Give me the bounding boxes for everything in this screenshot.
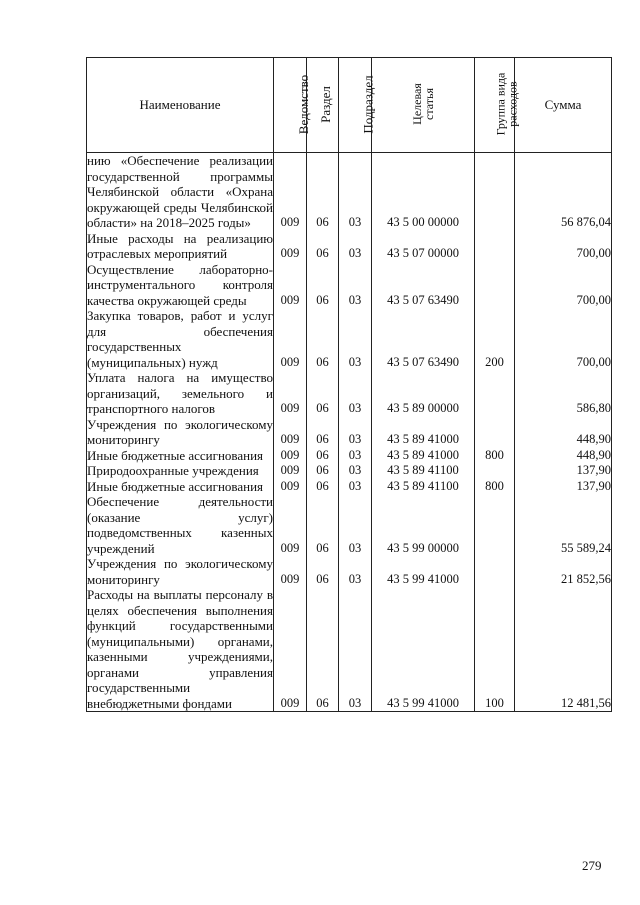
row-razd: 06: [307, 556, 339, 587]
row-vid: [475, 463, 515, 479]
table-row: [87, 262, 612, 309]
row-razd: 06: [307, 494, 339, 556]
row-sum: 700,00: [515, 231, 612, 262]
row-ved: 009: [274, 448, 307, 464]
row-podr: 03: [339, 587, 372, 712]
row-name: Расходы на выплаты персоналу в целях обеспечения выполнения функций государственными (муниципальными) органами, казенными учреждениями, органами управления государственными внебюджетными фондами: [87, 587, 273, 711]
row-podr: 03: [339, 153, 372, 231]
row-cel: 43 5 89 41000: [372, 448, 475, 464]
row-sum: 700,00: [515, 262, 612, 309]
row-razd: 06: [307, 370, 339, 417]
row-ved: 009: [274, 479, 307, 495]
page-number: 279: [582, 858, 602, 873]
row-sum: 12 481,56: [515, 587, 612, 712]
row-vid: 200: [475, 308, 515, 370]
header-razdel: Раздел: [307, 58, 339, 153]
table-row: [87, 448, 612, 464]
row-name: Учреждения по экологическому мониторингу: [87, 416, 273, 447]
table-row: [87, 587, 612, 712]
row-podr: 03: [339, 494, 372, 556]
table-row: [87, 153, 612, 231]
row-razd: 06: [307, 231, 339, 262]
row-ved: 009: [274, 556, 307, 587]
table-row: [87, 463, 612, 479]
row-razd: 06: [307, 448, 339, 464]
row-vid: 800: [475, 448, 515, 464]
table-row: [87, 556, 612, 587]
row-vid: 800: [475, 479, 515, 495]
row-podr: 03: [339, 308, 372, 370]
row-name: Иные бюджетные ассигнования: [87, 448, 274, 464]
table-row: [87, 479, 612, 495]
row-cel: 43 5 99 41000: [372, 587, 475, 712]
row-cel: 43 5 89 00000: [372, 370, 475, 417]
row-ved: 009: [274, 463, 307, 479]
row-ved: 009: [274, 587, 307, 712]
row-name: Обеспечение деятельности (оказание услуг) подведомственных казенных учреждений: [87, 494, 273, 556]
row-vid: [475, 417, 515, 448]
row-name: Осуществление лабораторно-инструментального контроля качества окружающей среды: [87, 261, 273, 308]
table-header-row: [87, 58, 612, 153]
row-vid: [475, 556, 515, 587]
header-summa: Сумма: [515, 58, 612, 153]
header-celevaya: Целевая статья: [372, 58, 475, 153]
row-sum: 137,90: [515, 463, 612, 479]
row-ved: 009: [274, 308, 307, 370]
row-vid: [475, 494, 515, 556]
table-row: [87, 231, 612, 262]
row-sum: 586,80: [515, 370, 612, 417]
table-row: [87, 308, 612, 370]
header-vedomstvo: Ведомство: [274, 58, 307, 153]
row-cel: 43 5 07 00000: [372, 231, 475, 262]
row-cel: 43 5 99 41000: [372, 556, 475, 587]
row-podr: 03: [339, 370, 372, 417]
row-name: Иные расходы на реализацию отраслевых мероприятий: [87, 230, 273, 261]
row-name: Природоохранные учреждения: [87, 463, 274, 479]
row-cel: 43 5 89 41100: [372, 479, 475, 495]
row-razd: 06: [307, 262, 339, 309]
row-podr: 03: [339, 262, 372, 309]
row-sum: 448,90: [515, 448, 612, 464]
row-ved: 009: [274, 417, 307, 448]
row-razd: 06: [307, 479, 339, 495]
row-cel: 43 5 99 00000: [372, 494, 475, 556]
row-podr: 03: [339, 231, 372, 262]
header-podrazdel: Подраздел: [339, 58, 372, 153]
row-cel: 43 5 00 00000: [372, 153, 475, 231]
row-name: Иные бюджетные ассигнования: [87, 479, 274, 495]
row-sum: 448,90: [515, 417, 612, 448]
row-ved: 009: [274, 370, 307, 417]
header-name: Наименование: [87, 58, 274, 153]
table-row: [87, 494, 612, 556]
row-cel: 43 5 89 41000: [372, 417, 475, 448]
row-podr: 03: [339, 479, 372, 495]
row-sum: 56 876,04: [515, 153, 612, 231]
row-razd: 06: [307, 153, 339, 231]
row-vid: [475, 153, 515, 231]
row-name: Уплата налога на имущество организаций, земельного и транспортного налогов: [87, 370, 273, 416]
row-razd: 06: [307, 463, 339, 479]
row-razd: 06: [307, 587, 339, 712]
row-sum: 700,00: [515, 308, 612, 370]
row-vid: [475, 262, 515, 309]
row-name: нию «Обеспечение реализации государственной программы Челябинской области «Охрана окружающей среды Челябинской области» на 2018–2025 годы»: [87, 153, 273, 230]
row-sum: 21 852,56: [515, 556, 612, 587]
row-ved: 009: [274, 153, 307, 231]
header-gruppa: Группа вида расходов: [475, 58, 515, 153]
row-name: Закупка товаров, работ и услуг для обеспечения государственных (муниципальных) нужд: [87, 308, 273, 370]
row-podr: 03: [339, 417, 372, 448]
table-row: [87, 370, 612, 417]
budget-table: [86, 57, 612, 712]
row-cel: 43 5 07 63490: [372, 262, 475, 309]
row-podr: 03: [339, 463, 372, 479]
row-podr: 03: [339, 448, 372, 464]
row-ved: 009: [274, 494, 307, 556]
row-sum: 55 589,24: [515, 494, 612, 556]
row-vid: 100: [475, 587, 515, 712]
table-row: [87, 417, 612, 448]
row-sum: 137,90: [515, 479, 612, 495]
row-razd: 06: [307, 308, 339, 370]
row-cel: 43 5 07 63490: [372, 308, 475, 370]
row-ved: 009: [274, 231, 307, 262]
row-podr: 03: [339, 556, 372, 587]
row-razd: 06: [307, 417, 339, 448]
row-vid: [475, 370, 515, 417]
row-vid: [475, 231, 515, 262]
row-name: Учреждения по экологическому мониторингу: [87, 556, 273, 587]
row-cel: 43 5 89 41100: [372, 463, 475, 479]
row-ved: 009: [274, 262, 307, 309]
